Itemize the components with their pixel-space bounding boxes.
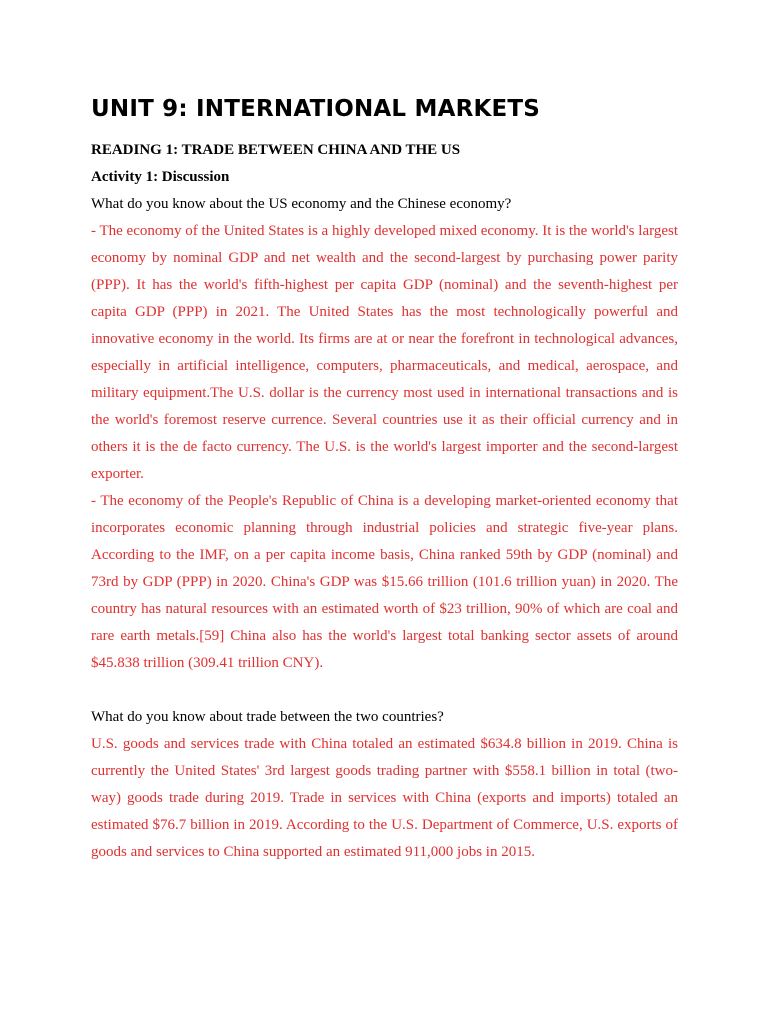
- activity-title: Activity 1: Discussion: [91, 169, 230, 185]
- paragraph-spacer: [91, 677, 678, 704]
- question-trade: What do you know about trade between the two countries?: [91, 709, 444, 725]
- reading-title: READING 1: TRADE BETWEEN CHINA AND THE US: [91, 142, 461, 158]
- question-us-china-economy: What do you know about the US economy and the Chinese economy?: [91, 196, 512, 212]
- answer-china-economy: - The economy of the People's Republic of China is a developing market-oriented economy that incorporates economic planning through industrial policies and strategic five-year plans. According to the IMF, on a per capita income basis, China ranked 59th by GDP (nominal) and 73rd by GDP (PPP) in 2020. China's GDP was $15.66 trillion (101.6 trillion yuan) in 2020. The country has natural resources with an estimated worth of $23 trillion, 90% of which are coal and rare earth metals.[59] China also has the world's largest total banking sector assets of around $45.838 trillion (309.41 trillion CNY).: [91, 493, 678, 671]
- document-content: [91, 92, 678, 866]
- unit-title: UNIT 9: INTERNATIONAL MARKETS: [91, 96, 541, 122]
- answer-trade: U.S. goods and services trade with China totaled an estimated $634.8 billion in 2019. China is currently the United States' 3rd largest goods trading partner with $558.1 billion in total (two-way) goods trade during 2019. Trade in services with China (exports and imports) totaled an estimated $76.7 billion in 2019. According to the U.S. Department of Commerce, U.S. exports of goods and services to China supported an estimated 911,000 jobs in 2015.: [91, 736, 678, 860]
- answer-us-economy: - The economy of the United States is a highly developed mixed economy. It is the world's largest economy by nominal GDP and net wealth and the second-largest by purchasing power parity (PPP). It has the world's fifth-highest per capita GDP (nominal) and the seventh-highest per capita GDP (PPP) in 2021. The United States has the most technologically powerful and innovative economy in the world. Its firms are at or near the forefront in technological advances, especially in artificial intelligence, computers, pharmaceuticals, and medical, aerospace, and military equipment.The U.S. dollar is the currency most used in international transactions and is the world's foremost reserve currence. Several countries use it as their official currency and in others it is the de facto currency. The U.S. is the world's largest importer and the second-largest exporter.: [91, 223, 678, 482]
